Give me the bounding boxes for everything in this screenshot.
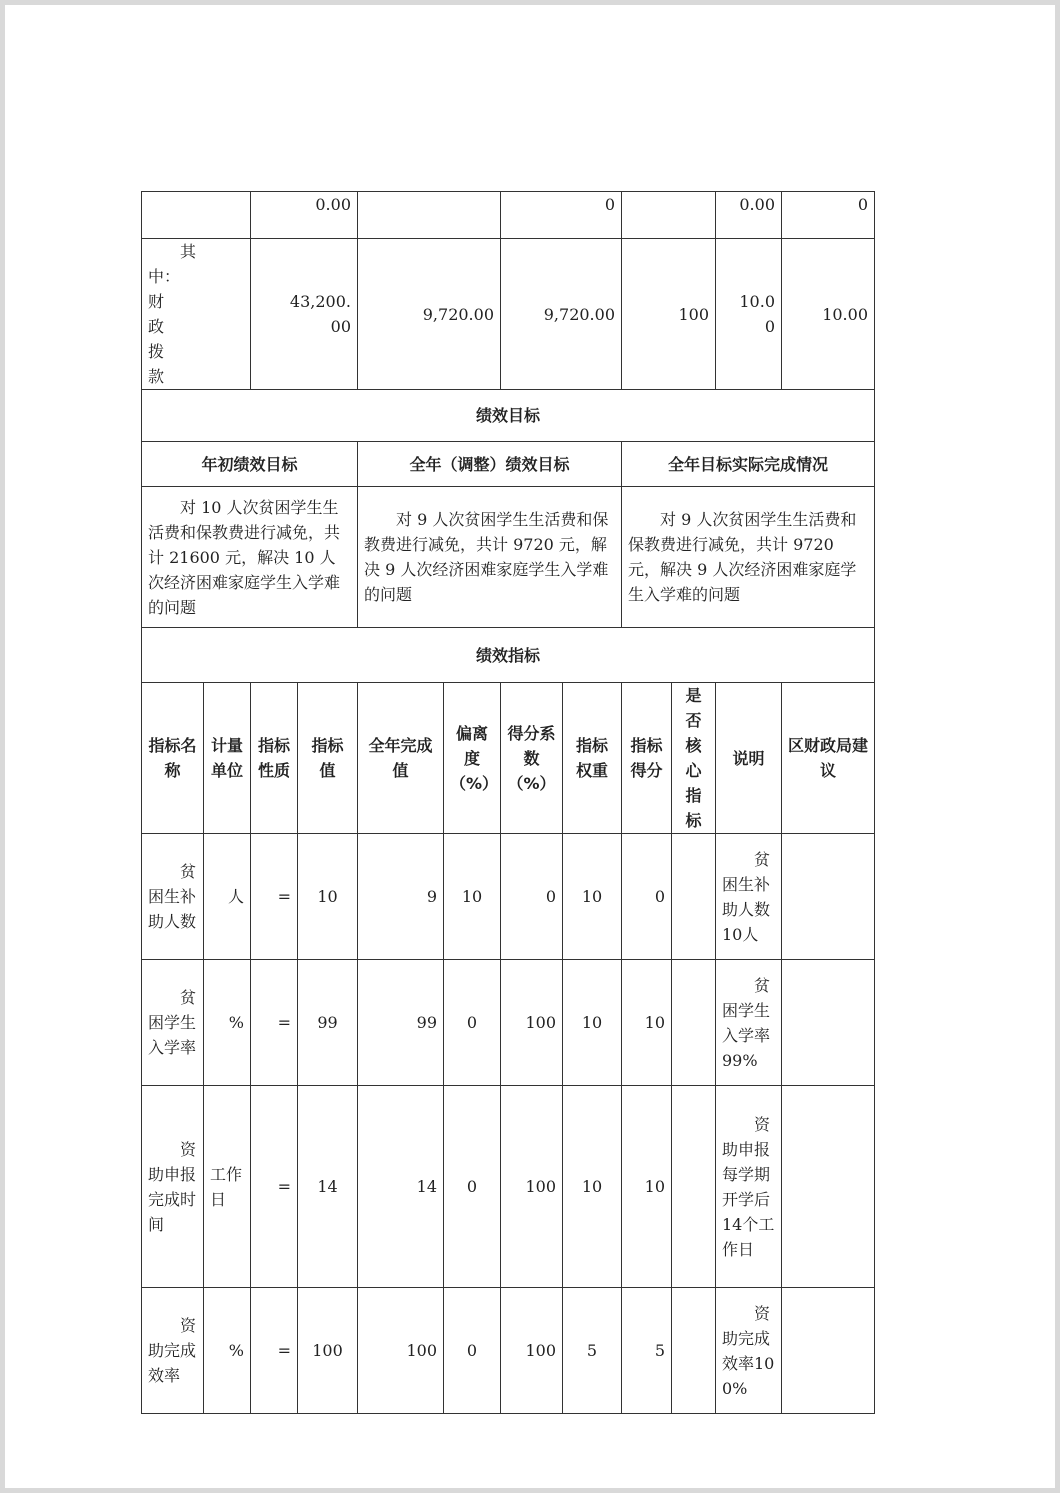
indicator-value: 100 xyxy=(298,1288,358,1414)
indicator-name: 资助申报完成时间 xyxy=(142,1086,204,1288)
indicator-nature: = xyxy=(251,1288,298,1414)
table-row xyxy=(142,960,875,1086)
col-header-value: 指标值 xyxy=(298,683,358,834)
funding-cell xyxy=(622,192,716,239)
document-page xyxy=(5,5,1055,1488)
perf-goal-header: 全年目标实际完成情况 xyxy=(622,442,875,487)
indicator-deviation: 0 xyxy=(444,960,501,1086)
indicator-actual: 9 xyxy=(358,834,444,960)
indicator-nature: = xyxy=(251,960,298,1086)
funding-cell: 100 xyxy=(622,239,716,390)
indicator-unit: % xyxy=(204,1288,251,1414)
indicator-core xyxy=(672,960,716,1086)
col-header-advice: 区财政局建议 xyxy=(782,683,875,834)
indicator-name: 贫困生补助人数 xyxy=(142,834,204,960)
indicator-score: 5 xyxy=(622,1288,672,1414)
funding-cell: 0.00 xyxy=(716,192,782,239)
indicator-core xyxy=(672,1086,716,1288)
perf-goal-header: 全年（调整）绩效目标 xyxy=(358,442,622,487)
indicator-name: 贫困学生入学率 xyxy=(142,960,204,1086)
perf-goal-section-title: 绩效目标 xyxy=(142,390,875,442)
indicator-coef: 100 xyxy=(501,960,563,1086)
indicator-nature: = xyxy=(251,1086,298,1288)
funding-cell: 10.00 xyxy=(782,239,875,390)
indicator-coef: 100 xyxy=(501,1288,563,1414)
indicator-weight: 10 xyxy=(563,960,622,1086)
indicator-deviation: 10 xyxy=(444,834,501,960)
col-header-nature: 指标性质 xyxy=(251,683,298,834)
indicator-core xyxy=(672,834,716,960)
table-row xyxy=(142,1086,875,1288)
funding-label xyxy=(142,192,251,239)
indicator-value: 14 xyxy=(298,1086,358,1288)
indicator-core xyxy=(672,1288,716,1414)
col-header-note: 说明 xyxy=(716,683,782,834)
indicator-actual: 14 xyxy=(358,1086,444,1288)
col-header-name: 指标名称 xyxy=(142,683,204,834)
indicator-advice xyxy=(782,1086,875,1288)
table-row xyxy=(142,1288,875,1414)
indicator-score: 10 xyxy=(622,960,672,1086)
indicator-name: 资助完成效率 xyxy=(142,1288,204,1414)
indicator-note: 贫困学生入学率99% xyxy=(716,960,782,1086)
indicator-value: 10 xyxy=(298,834,358,960)
funding-cell: 9,720.00 xyxy=(358,239,501,390)
indicators-section-title: 绩效指标 xyxy=(142,628,875,683)
indicator-advice xyxy=(782,834,875,960)
funding-label: 其中：财政拨款 xyxy=(142,239,251,390)
indicator-deviation: 0 xyxy=(444,1086,501,1288)
indicator-note: 资助完成效率100% xyxy=(716,1288,782,1414)
col-header-coef: 得分系数（%） xyxy=(501,683,563,834)
indicator-note: 贫困生补助人数10人 xyxy=(716,834,782,960)
col-header-core: 是否核心指标 xyxy=(672,683,716,834)
indicator-coef: 100 xyxy=(501,1086,563,1288)
indicator-note: 资助申报每学期开学后14个工作日 xyxy=(716,1086,782,1288)
perf-goal-text: 对 10 人次贫困学生生活费和保教费进行减免，共计 21600 元，解决 10 人次经济困难家庭学生入学难的问题 xyxy=(142,487,358,628)
funding-cell: 0.00 xyxy=(251,192,358,239)
indicator-weight: 10 xyxy=(563,1086,622,1288)
indicator-advice xyxy=(782,960,875,1086)
col-header-unit: 计量单位 xyxy=(204,683,251,834)
table-row xyxy=(142,834,875,960)
indicator-unit: % xyxy=(204,960,251,1086)
col-header-weight: 指标权重 xyxy=(563,683,622,834)
perf-goal-text: 对 9 人次贫困学生生活费和保教费进行减免，共计 9720 元，解决 9 人次经济困难家庭学生入学难的问题 xyxy=(358,487,622,628)
indicator-actual: 99 xyxy=(358,960,444,1086)
col-header-actual: 全年完成值 xyxy=(358,683,444,834)
indicator-nature: = xyxy=(251,834,298,960)
indicator-value: 99 xyxy=(298,960,358,1086)
funding-cell: 10.00 xyxy=(716,239,782,390)
perf-goal-header: 年初绩效目标 xyxy=(142,442,358,487)
indicator-score: 0 xyxy=(622,834,672,960)
funding-cell: 0 xyxy=(501,192,622,239)
indicator-unit: 人 xyxy=(204,834,251,960)
perf-goal-text: 对 9 人次贫困学生生活费和保教费进行减免，共计 9720 元，解决 9 人次经济困难家庭学生入学难的问题 xyxy=(622,487,875,628)
col-header-score: 指标得分 xyxy=(622,683,672,834)
indicators-header-row xyxy=(142,683,875,834)
funding-row xyxy=(142,239,875,390)
indicator-advice xyxy=(782,1288,875,1414)
indicator-unit: 工作日 xyxy=(204,1086,251,1288)
indicator-coef: 0 xyxy=(501,834,563,960)
funding-cell xyxy=(358,192,501,239)
col-header-deviation: 偏离度（%） xyxy=(444,683,501,834)
indicator-weight: 10 xyxy=(563,834,622,960)
indicator-deviation: 0 xyxy=(444,1288,501,1414)
funding-row xyxy=(142,192,875,239)
performance-table xyxy=(141,191,875,1414)
funding-cell: 9,720.00 xyxy=(501,239,622,390)
indicator-weight: 5 xyxy=(563,1288,622,1414)
funding-cell: 0 xyxy=(782,192,875,239)
indicator-score: 10 xyxy=(622,1086,672,1288)
indicator-actual: 100 xyxy=(358,1288,444,1414)
funding-cell: 43,200.00 xyxy=(251,239,358,390)
